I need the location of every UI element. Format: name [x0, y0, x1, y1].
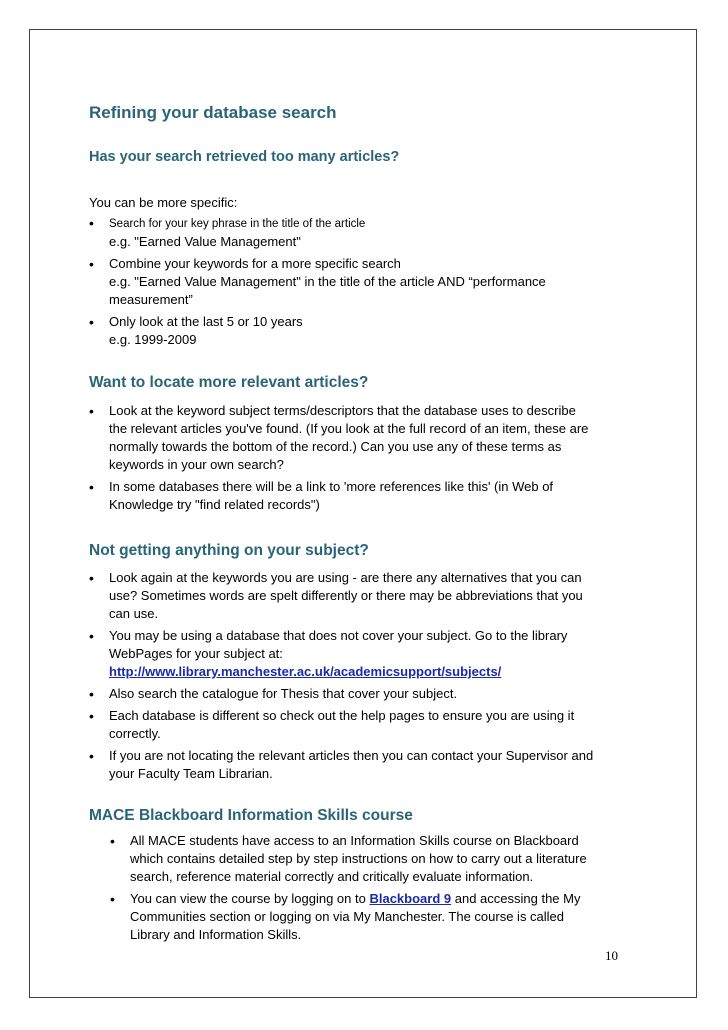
- heading-too-many-articles: Has your search retrieved too many articles?: [89, 149, 400, 165]
- list-item: • All MACE students have access to an Information Skills course on Blackboard which contains detailed step by step instructions on how to carry out a literature search, reference material correctly and critically evaluate information.: [110, 832, 630, 886]
- relevant-list: [89, 402, 649, 514]
- mace-list: [110, 832, 630, 944]
- list-item: • You can view the course by logging on to Blackboard 9 and accessing the My Communities section or logging on via My Manchester. The course is called Library and Information Skills.: [110, 890, 630, 944]
- list-item: • Look at the keyword subject terms/descriptors that the database uses to describe the relevant articles you've found. (If you look at the full record of an item, these are normally towards the bottom of the record.) Can you use any of these terms as keywords in your own search?: [89, 402, 649, 474]
- list-item: • Also search the catalogue for Thesis that cover your subject.: [89, 685, 649, 703]
- heading-mace-blackboard: MACE Blackboard Information Skills course: [89, 807, 413, 824]
- intro-text: You can be more specific:: [89, 195, 238, 210]
- page-title: Refining your database search: [89, 103, 337, 122]
- list-item: • You may be using a database that does not cover your subject. Go to the library WebPages for your subject at: http://www.library.manchester.ac.uk/academicsupport/subjects/: [89, 627, 649, 681]
- list-item: • If you are not locating the relevant articles then you can contact your Supervisor and your Faculty Team Librarian.: [89, 747, 649, 783]
- heading-not-getting-anything: Not getting anything on your subject?: [89, 542, 369, 559]
- page-number: 10: [605, 948, 618, 963]
- specific-list: [89, 214, 649, 349]
- list-item: • Only look at the last 5 or 10 years e.g. 1999-2009: [89, 313, 649, 349]
- subject-list: [89, 569, 649, 783]
- blackboard-link[interactable]: Blackboard 9: [369, 891, 452, 906]
- list-item: • Each database is different so check out the help pages to ensure you are using it correctly.: [89, 707, 649, 743]
- subjects-link[interactable]: http://www.library.manchester.ac.uk/academicsupport/subjects/: [109, 664, 502, 679]
- list-item: • Combine your keywords for a more specific search e.g. "Earned Value Management" in the title of the article AND “performance measurement”: [89, 255, 649, 309]
- heading-more-relevant: Want to locate more relevant articles?: [89, 374, 369, 391]
- list-item: • Look again at the keywords you are using - are there any alternatives that you can use? Sometimes words are spelt differently or there may be abbreviations that you can use.: [89, 569, 649, 623]
- list-item: • Search for your key phrase in the title of the article e.g. "Earned Value Management": [89, 214, 649, 251]
- list-item: • In some databases there will be a link to 'more references like this' (in Web of Knowledge try "find related records"): [89, 478, 649, 514]
